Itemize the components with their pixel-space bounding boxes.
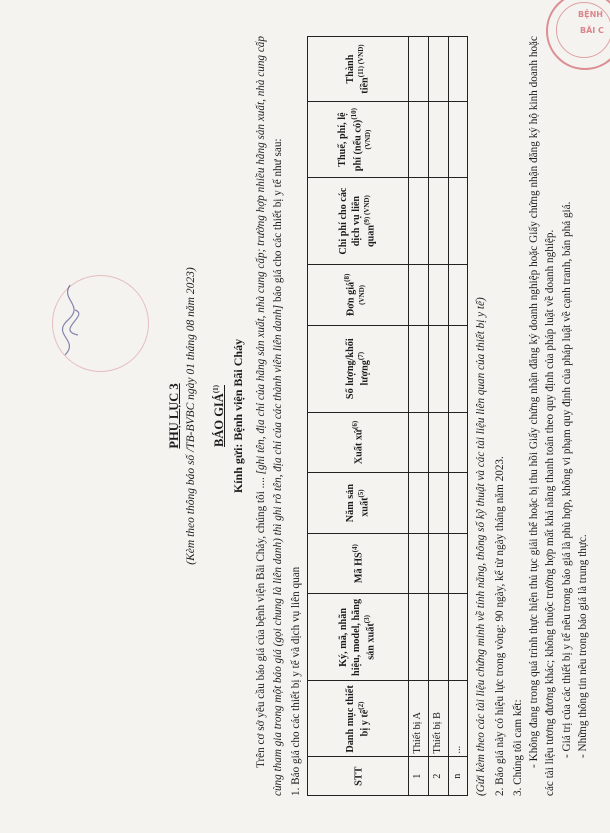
th-total: Thành tiền$^{(11) (VND)}$ [308,37,409,102]
th-stt: STT [308,757,409,796]
report-title-note: (1) [211,385,220,394]
table-row [409,37,429,796]
intro-part-1: Trên cơ sở yêu cầu báo giá của bệnh viện Bãi Cháy, chúng tôi .... [255,474,268,768]
row-item: Thiết bị A [409,681,429,757]
th-quantity: Số lượng/khối lượng$^{(7)}$ [308,325,409,412]
addressee: Kính gửi: Bệnh viện Bãi Cháy [230,338,245,494]
row-item: ... [448,681,468,757]
th-service-cost: Chi phí cho các dịch vụ liên quan$^{(9) (VND)}$ [308,178,409,265]
table-header-row [308,37,409,796]
report-title-text: BÁO GIÁ [211,393,226,447]
th-year: Năm sản xuất$^{(5)}$ [308,473,409,534]
row-stt: 2 [428,757,448,796]
th-origin: Xuất xứ$^{(6)}$ [308,412,409,473]
th-unit-price: Đơn giá$^{(8) (VND)}$ [308,265,409,326]
intro-part-3: báo giá cho các thiết bị y tế như sau: [271,138,284,305]
intro-paragraph [253,36,285,796]
signature-scribble [40,280,110,370]
section-1-heading: 1. Báo giá cho các thiết bị y tế và dịch vụ liên quan [289,566,302,796]
commitment-1: - Không đang trong quá trình thực hiện thủ tục giải thể hoặc bị thu hồi Giấy chứng nhận đăng ký doanh nghiệp hoặc Giấy chứng nhận đăng ký hộ kinh doanh hoặc các tài liệu tương đương khác; không thuộc trường hợp mất khả năng thanh toán theo quy định của pháp luật về doanh nghiệp. [528,36,557,796]
commitment-3: - Những thông tin nêu trong báo giá là trung thực. [576,534,589,758]
row-item: Thiết bị B [428,681,448,757]
section-2: 2. Báo giá này có hiệu lực trong vòng: 90 ngày, kể từ ngày tháng năm 2023. [493,456,506,796]
commitment-2: - Giá trị của các thiết bị y tế nêu trong báo giá là phù hợp, không vi phạm quy định của pháp luật về cạnh tranh, bán phá giá. [560,201,573,758]
row-stt: 1 [409,757,429,796]
appendix-subtitle: (Kèm theo thông báo số /TB-BVBC ngày 01 tháng 08 năm 2023) [185,267,198,565]
th-device-list: Danh mục thiết bị y tế$^{(2)}$ [308,681,409,757]
table-row [428,37,448,796]
attachment-note: (Gửi kèm theo các tài liệu chứng minh về tính năng, thông số kỹ thuật và các tài liệu liên quan của thiết bị y tế) [475,297,488,796]
row-stt: n [448,757,468,796]
appendix-title: PHỤ LỤC 3 [167,383,181,449]
stamp-text-2: BÃI C [580,26,604,35]
report-title [210,36,228,796]
table-row [448,37,468,796]
th-brand-model: Ký, mã, nhãn hiệu, model, hãng sản xuất$^{(3)}$ [308,594,409,681]
intro-part-2: [ghi tên, địa chỉ của hãng sản xuất, nhà cung cấp; trường hợp nhiều hãng sản xuất, nhà cung cấp cùng tham gia trong một báo giá (gọi chung là liên danh) thì ghi rõ tên, địa chỉ của các thành viên liên danh] [255,36,284,796]
rotated-document [165,36,610,796]
stamp-text-1: BỆNH [578,10,603,19]
quote-table [307,36,468,796]
th-hs-code: Mã HS$^{(4)}$ [308,533,409,594]
th-tax-fee: Thuế, phí, lệ phí (nếu có)$^{(10) (VND)}$ [308,102,409,178]
section-3-heading: 3. Chúng tôi cam kết: [511,699,524,796]
